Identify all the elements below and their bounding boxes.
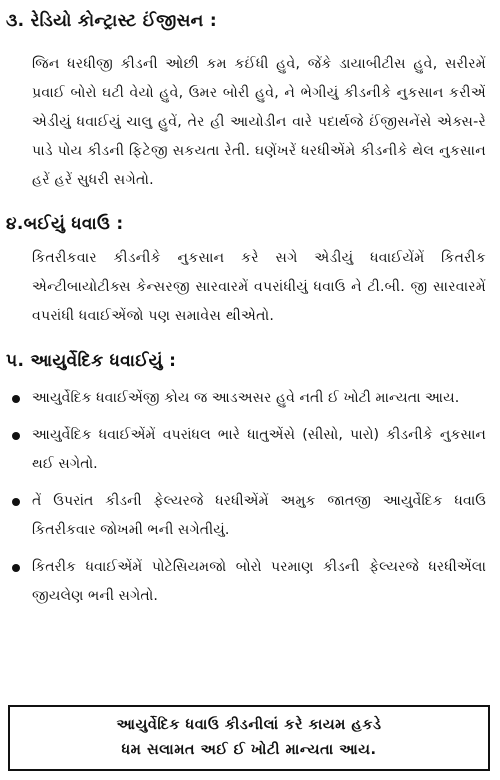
list-item-text: કિતરીક ધવાઈએંમેં પોટેસિયમજો બોરો પરમાણ કીડની ફેલ્યરજે ધરધીએંલા જીયલેણ ભની સગેતો. xyxy=(32,559,486,604)
section-heading: ૩. રેડિયો કોન્ટ્રાસ્ટ ઈંજીસન : xyxy=(6,11,217,31)
section-other-medicines xyxy=(0,211,500,331)
list-item xyxy=(0,384,500,413)
list-item-text: આયુર્વેદિક ધવાઈએંજી કોય જ આડઅસર હુવે નતી ઈ ખોટી માન્યતા આય. xyxy=(32,390,460,406)
section-paragraph: કિતરીકવાર કીડનીકે નુકસાન કરે સગે એડીયું ધવાઈયેંમેં કિતરીક એન્ટીબાયોટીક્સ કેન્સરજી સારવારમેં વપરાંધીયું ધવાઉ ને ટી.બી. જી સારવારમેં વપરાંધી ધવાઈએંજો પણ સમાવેસ થીએતો. xyxy=(32,250,486,324)
bullet-dot-icon xyxy=(12,498,20,506)
list-item xyxy=(0,487,500,545)
bullet-dot-icon xyxy=(12,564,20,572)
section-ayurvedic xyxy=(0,348,500,619)
callout-line-2: ધમ સલામત અઈ ઈ ખોટી માન્યતા આય. xyxy=(121,742,377,758)
callout-line-1: આયુર્વેદિક ધવાઉ કીડનીલાં કરે કાયમ હકડે xyxy=(116,717,382,733)
section-radio-contrast xyxy=(0,8,500,195)
bullet-dot-icon xyxy=(12,432,20,440)
list-item-text: તેં ઉપરાંત કીડની ફેલ્યરજે ધરધીએંમેં અમુક જાતજી આયુર્વેદિક ધવાઉ કિતરીકવાર જોખમી ભની સગેતીયું. xyxy=(32,493,486,538)
section-heading: ૫. આયુર્વેદિક ધવાઈયું : xyxy=(6,351,177,371)
list-item xyxy=(0,421,500,479)
bullet-list xyxy=(0,384,500,611)
section-paragraph: જિન ધરધીજી કીડની ઓછી કમ કઈંધી હુવે, જેંકે ડાયાબીટીસ હુવે, સરીરમેં પ્રવાઈ બોરો ઘટી વેયો હુવે, ઉમર બોરી હુવે, ને ભેગીયું કીડનીકે નુકસાન કરીએં એડીયું ધવાઈયું ચાલુ હુવેં, તેર હી આયોડીન વારે પદાર્થજે ઈંજીસનેંસે એક્સ-રે પાડે પોય કીડની ફિટેજી સકયતા રેતી. ઘણેંખરેં ધરધીએંમે કીડનીકે થેલ નુકસાન હરેં હરેં સુધરી સગેતો. xyxy=(32,56,486,188)
callout-box xyxy=(8,705,490,771)
bullet-dot-icon xyxy=(12,395,20,403)
list-item-text: આયુર્વેદિક ધવાઈએંમેં વપરાંધલ ભારે ધાતુએંસે (સીસો, પારો) કીડનીકે નુકસાન થઈ સગેતો. xyxy=(32,427,486,472)
section-heading: ૪.બઈયું ધવાઉ : xyxy=(6,214,124,234)
list-item xyxy=(0,553,500,611)
